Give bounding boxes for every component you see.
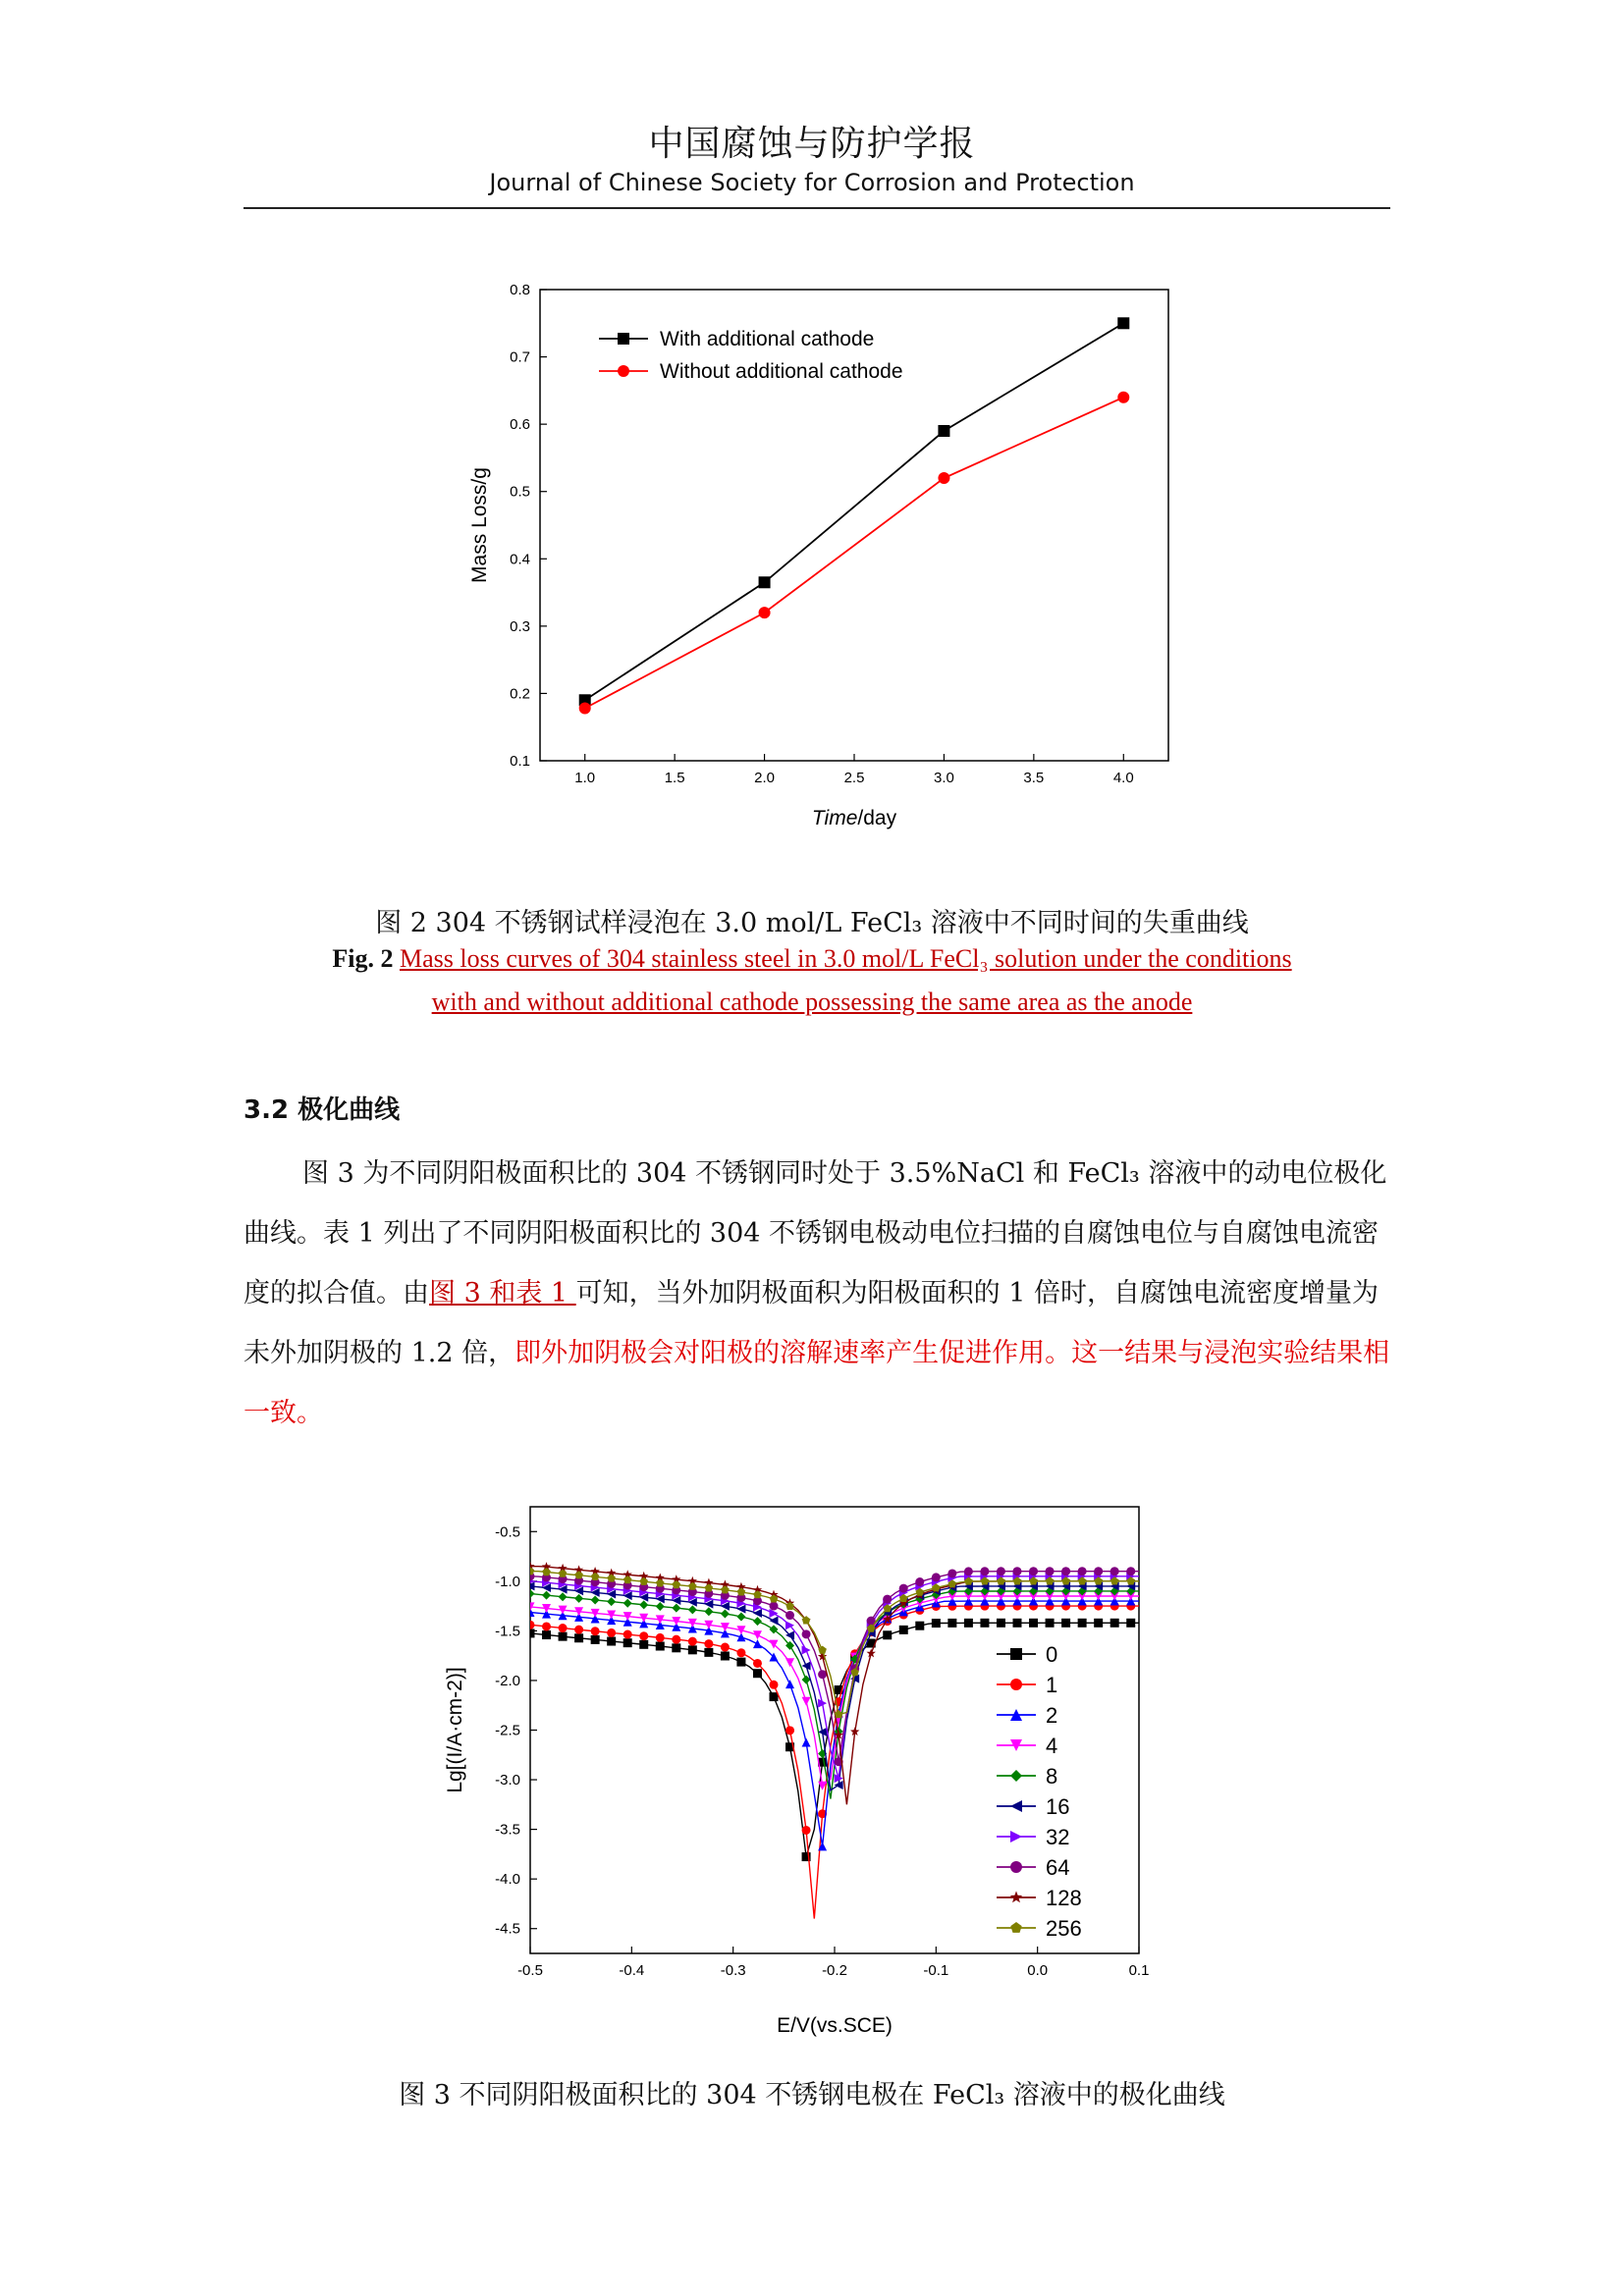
y-tick-label: 0.4 <box>510 551 530 568</box>
x-tick-label: 3.5 <box>1023 770 1045 786</box>
x-tick-label: -0.2 <box>822 1962 847 1979</box>
legend-label: Without additional cathode <box>660 360 903 383</box>
figure-2-caption-en <box>0 944 1624 974</box>
x-tick-label: -0.1 <box>923 1962 949 1979</box>
curve-marker <box>688 1582 697 1590</box>
curve-marker <box>591 1627 600 1635</box>
curve-marker <box>883 1630 892 1639</box>
curve-marker <box>770 1692 779 1701</box>
y-tick-label: -1.0 <box>495 1573 520 1590</box>
curve-marker <box>964 1567 973 1575</box>
curve-marker <box>785 1726 794 1735</box>
curve-marker <box>736 1648 745 1657</box>
body-paragraph <box>244 1144 1390 1443</box>
curve-marker <box>883 1595 892 1604</box>
legend-marker <box>1010 1861 1022 1873</box>
figure-2-label: Fig. 2 <box>332 944 394 973</box>
curve-marker <box>721 1585 730 1593</box>
curve-marker <box>526 1629 535 1637</box>
curve-marker <box>574 1626 583 1634</box>
figure-2-chart <box>432 275 1198 838</box>
curve-marker <box>688 1637 697 1646</box>
legend-label: 16 <box>1046 1794 1070 1819</box>
journal-title-cn: 中国腐蚀与防护学报 <box>648 124 976 164</box>
figure-table-link[interactable]: 图 3 和表 1 <box>429 1278 576 1308</box>
curve-marker <box>1078 1567 1087 1575</box>
y-tick-label: -4.5 <box>495 1920 520 1938</box>
y-tick-label: -2.5 <box>495 1722 520 1739</box>
curve-marker <box>1046 1619 1055 1628</box>
curve-marker <box>1061 1567 1070 1575</box>
y-tick-label: 0.1 <box>510 753 530 770</box>
curve-marker <box>559 1632 568 1641</box>
curve-marker <box>737 1587 746 1595</box>
curve-marker <box>607 1597 616 1606</box>
x-tick-label: -0.5 <box>517 1962 543 1979</box>
curve-marker <box>753 1630 762 1639</box>
curve-marker <box>1110 1619 1119 1628</box>
x-tick-label: 2.0 <box>754 770 776 786</box>
curve-marker <box>1013 1619 1022 1628</box>
legend-label: 4 <box>1046 1734 1058 1758</box>
y-tick-label: 0.7 <box>510 348 530 366</box>
x-tick-label: 0.0 <box>1027 1962 1049 1979</box>
curve-marker <box>785 1611 794 1620</box>
curve-marker <box>559 1570 568 1577</box>
legend-marker <box>1010 1922 1021 1933</box>
curve-marker <box>704 1607 713 1616</box>
x-tick-label: 0.1 <box>1128 1962 1150 1979</box>
curve-marker <box>785 1680 794 1688</box>
data-point <box>938 425 949 437</box>
curve-marker <box>1126 1619 1135 1628</box>
curve-marker <box>770 1602 779 1611</box>
figure-3-caption-cn: 图 3 不同阴阳极面积比的 304 不锈钢电极在 FeCl₃ 溶液中的极化曲线 <box>399 2080 1225 2110</box>
curve-marker <box>656 1633 665 1642</box>
x-axis-label: E/V(vs.SCE) <box>777 2014 893 2037</box>
y-tick-label: -2.0 <box>495 1672 520 1689</box>
data-point <box>759 607 771 618</box>
figure-2-caption-en-line2[interactable]: with and without additional cathode possessing the same area as the anode <box>431 988 1193 1016</box>
curve-marker <box>1094 1567 1103 1575</box>
figure-2-caption-en-line1[interactable]: Mass loss curves of 304 stainless steel in 3.0 mol/L FeCl₃ solution under the conditions <box>399 944 1292 973</box>
curve-marker <box>656 1578 665 1586</box>
curve-marker <box>542 1630 551 1639</box>
curve-marker <box>770 1681 779 1689</box>
curve-marker <box>672 1643 680 1652</box>
curve-marker <box>753 1669 762 1678</box>
data-point <box>1117 317 1129 329</box>
curve-marker <box>947 1569 956 1577</box>
curve-marker <box>932 1619 941 1628</box>
curve-marker <box>802 1661 811 1670</box>
legend-marker <box>1010 1679 1022 1690</box>
curve-marker <box>640 1577 649 1585</box>
curve-marker <box>753 1590 762 1598</box>
y-tick-label: 0.5 <box>510 483 530 501</box>
curve-marker <box>997 1619 1005 1628</box>
curve-marker <box>591 1573 600 1580</box>
legend-marker <box>1010 1831 1022 1842</box>
curve-marker <box>1029 1619 1038 1628</box>
curve-marker <box>639 1600 648 1609</box>
curve-marker <box>736 1612 745 1621</box>
legend-label: 1 <box>1046 1673 1058 1697</box>
curve-marker <box>802 1697 811 1706</box>
curve-marker <box>526 1621 535 1629</box>
curve-marker <box>607 1629 616 1637</box>
x-tick-label: 4.0 <box>1112 770 1134 786</box>
curve-marker <box>899 1626 908 1634</box>
curve-marker <box>672 1635 680 1644</box>
figure-3-chart <box>412 1492 1178 2065</box>
legend-label: 256 <box>1046 1916 1082 1941</box>
curve-marker <box>574 1594 583 1603</box>
curve-marker <box>688 1605 697 1614</box>
curve-marker <box>1013 1567 1022 1575</box>
legend-label: 2 <box>1046 1703 1058 1728</box>
curve-marker <box>802 1629 811 1638</box>
curve-marker <box>574 1633 583 1642</box>
curve-marker <box>704 1639 713 1648</box>
y-tick-label: 0.8 <box>510 282 530 298</box>
curve-marker <box>704 1648 713 1657</box>
curve-marker <box>672 1604 680 1613</box>
curve-marker <box>721 1643 730 1652</box>
legend-label: 8 <box>1046 1764 1058 1789</box>
curve-marker <box>607 1637 616 1646</box>
y-tick-label: -3.5 <box>495 1821 520 1839</box>
curve-marker <box>980 1619 989 1628</box>
section-heading: 3.2 极化曲线 <box>244 1095 401 1125</box>
curve-marker <box>753 1639 762 1648</box>
curve-marker <box>542 1622 551 1630</box>
curve-marker <box>721 1609 730 1618</box>
curve-marker <box>1061 1619 1070 1628</box>
curve-marker <box>802 1738 811 1747</box>
legend-marker <box>1010 1800 1022 1812</box>
curve-marker <box>980 1567 989 1575</box>
curve-marker <box>915 1622 924 1630</box>
y-tick-label: -3.0 <box>495 1772 520 1789</box>
curve-marker <box>964 1619 973 1628</box>
figure-2-caption-cn: 图 2 304 不锈钢试样浸泡在 3.0 mol/L FeCl₃ 溶液中不同时间的失重曲线 <box>375 908 1249 938</box>
curve-marker <box>1126 1567 1135 1575</box>
legend-label: 128 <box>1046 1886 1082 1910</box>
y-tick-label: 0.3 <box>510 617 530 635</box>
curve-marker <box>526 1589 535 1598</box>
y-tick-label: -4.0 <box>495 1871 520 1889</box>
curve-marker <box>591 1595 600 1604</box>
x-tick-label: -0.3 <box>720 1962 746 1979</box>
curve-marker <box>688 1645 697 1654</box>
paragraph-highlight: 即外加阴极会对阳极的溶解速率产生促进作用。这一结果与浸泡实验结果相一致。 <box>244 1338 1390 1428</box>
data-point <box>579 703 591 715</box>
legend-label: 32 <box>1046 1825 1070 1849</box>
curve-marker <box>802 1826 811 1835</box>
data-point <box>938 472 949 484</box>
curve-marker <box>753 1659 762 1668</box>
x-tick-label: 2.5 <box>843 770 865 786</box>
header-divider <box>244 207 1390 209</box>
legend-label: 64 <box>1046 1855 1070 1880</box>
curve-marker <box>559 1624 568 1632</box>
curve-marker <box>542 1568 551 1575</box>
curve-marker <box>1046 1567 1055 1575</box>
curve-marker <box>736 1658 745 1667</box>
curve-marker <box>639 1640 648 1649</box>
curve-marker <box>721 1651 730 1660</box>
y-tick-label: -0.5 <box>495 1523 520 1541</box>
y-tick-label: 0.2 <box>510 685 530 703</box>
legend-marker <box>618 333 629 345</box>
curve-marker <box>802 1645 811 1654</box>
x-tick-label: 1.5 <box>664 770 685 786</box>
curve-marker <box>1029 1567 1038 1575</box>
curve-marker <box>607 1575 616 1582</box>
curve-marker <box>639 1631 648 1640</box>
legend-label: With additional cathode <box>660 328 875 350</box>
curve-marker <box>705 1583 714 1591</box>
curve-marker <box>1078 1619 1087 1628</box>
legend-marker <box>1010 1891 1023 1902</box>
curve-marker <box>915 1577 924 1586</box>
x-tick-label: 3.0 <box>933 770 954 786</box>
curve-marker <box>656 1642 665 1651</box>
y-axis-label: Lg[(I/A·cm-2)] <box>444 1667 466 1793</box>
y-tick-label: 0.6 <box>510 416 530 434</box>
curve-marker <box>785 1658 794 1667</box>
curve-marker <box>932 1573 941 1581</box>
legend-label: 0 <box>1046 1642 1058 1667</box>
curve-marker <box>1094 1619 1103 1628</box>
curve-marker <box>542 1591 551 1600</box>
journal-title-en: Journal of Chinese Society for Corrosion and Protection <box>489 169 1135 196</box>
curve-marker <box>1110 1567 1119 1575</box>
curve-marker <box>997 1567 1005 1575</box>
y-axis-label: Mass Loss/g <box>468 467 491 583</box>
curve-marker <box>574 1571 583 1578</box>
legend-marker <box>1010 1770 1022 1782</box>
paragraph-text-1: 图 3 为不同阴阳极面积比的 304 不锈钢同时处于 3.5%NaCl 和 FeCl₃ 溶液中的动电位极化曲线。表 1 列出了不同阴阳极面积比的 304 不锈钢电极动电位扫描的自腐蚀电位与自腐蚀电流密度的拟合值。由 <box>244 1158 1387 1308</box>
polarization-chart <box>412 1492 1178 2061</box>
x-tick-label: -0.4 <box>619 1962 645 1979</box>
series-line <box>585 398 1124 709</box>
curve-marker <box>656 1602 665 1611</box>
paragraph-text-2: 可知，当外加阴极面积为阳极面积的 1 倍时，自腐蚀电流密度增量为未外加阴极的 1.2 倍， <box>244 1278 1380 1368</box>
figure-2-caption-en-2 <box>0 988 1624 1017</box>
curve-marker <box>899 1584 908 1593</box>
data-point <box>1117 392 1129 403</box>
curve-marker <box>770 1616 779 1625</box>
x-tick-label: 1.0 <box>574 770 596 786</box>
curve-marker <box>591 1635 600 1644</box>
x-axis-label: Time/day <box>811 807 897 829</box>
data-point <box>759 576 771 588</box>
y-tick-label: -1.5 <box>495 1623 520 1640</box>
curve-marker <box>623 1599 632 1608</box>
curve-marker <box>623 1638 632 1647</box>
curve-marker <box>835 1710 843 1718</box>
curve-marker <box>559 1592 568 1601</box>
curve-marker <box>947 1619 956 1628</box>
legend-marker <box>618 365 629 377</box>
mass-loss-chart <box>432 275 1198 834</box>
curve-marker <box>623 1630 632 1639</box>
legend-marker <box>1010 1648 1022 1660</box>
curve-marker <box>753 1617 762 1626</box>
